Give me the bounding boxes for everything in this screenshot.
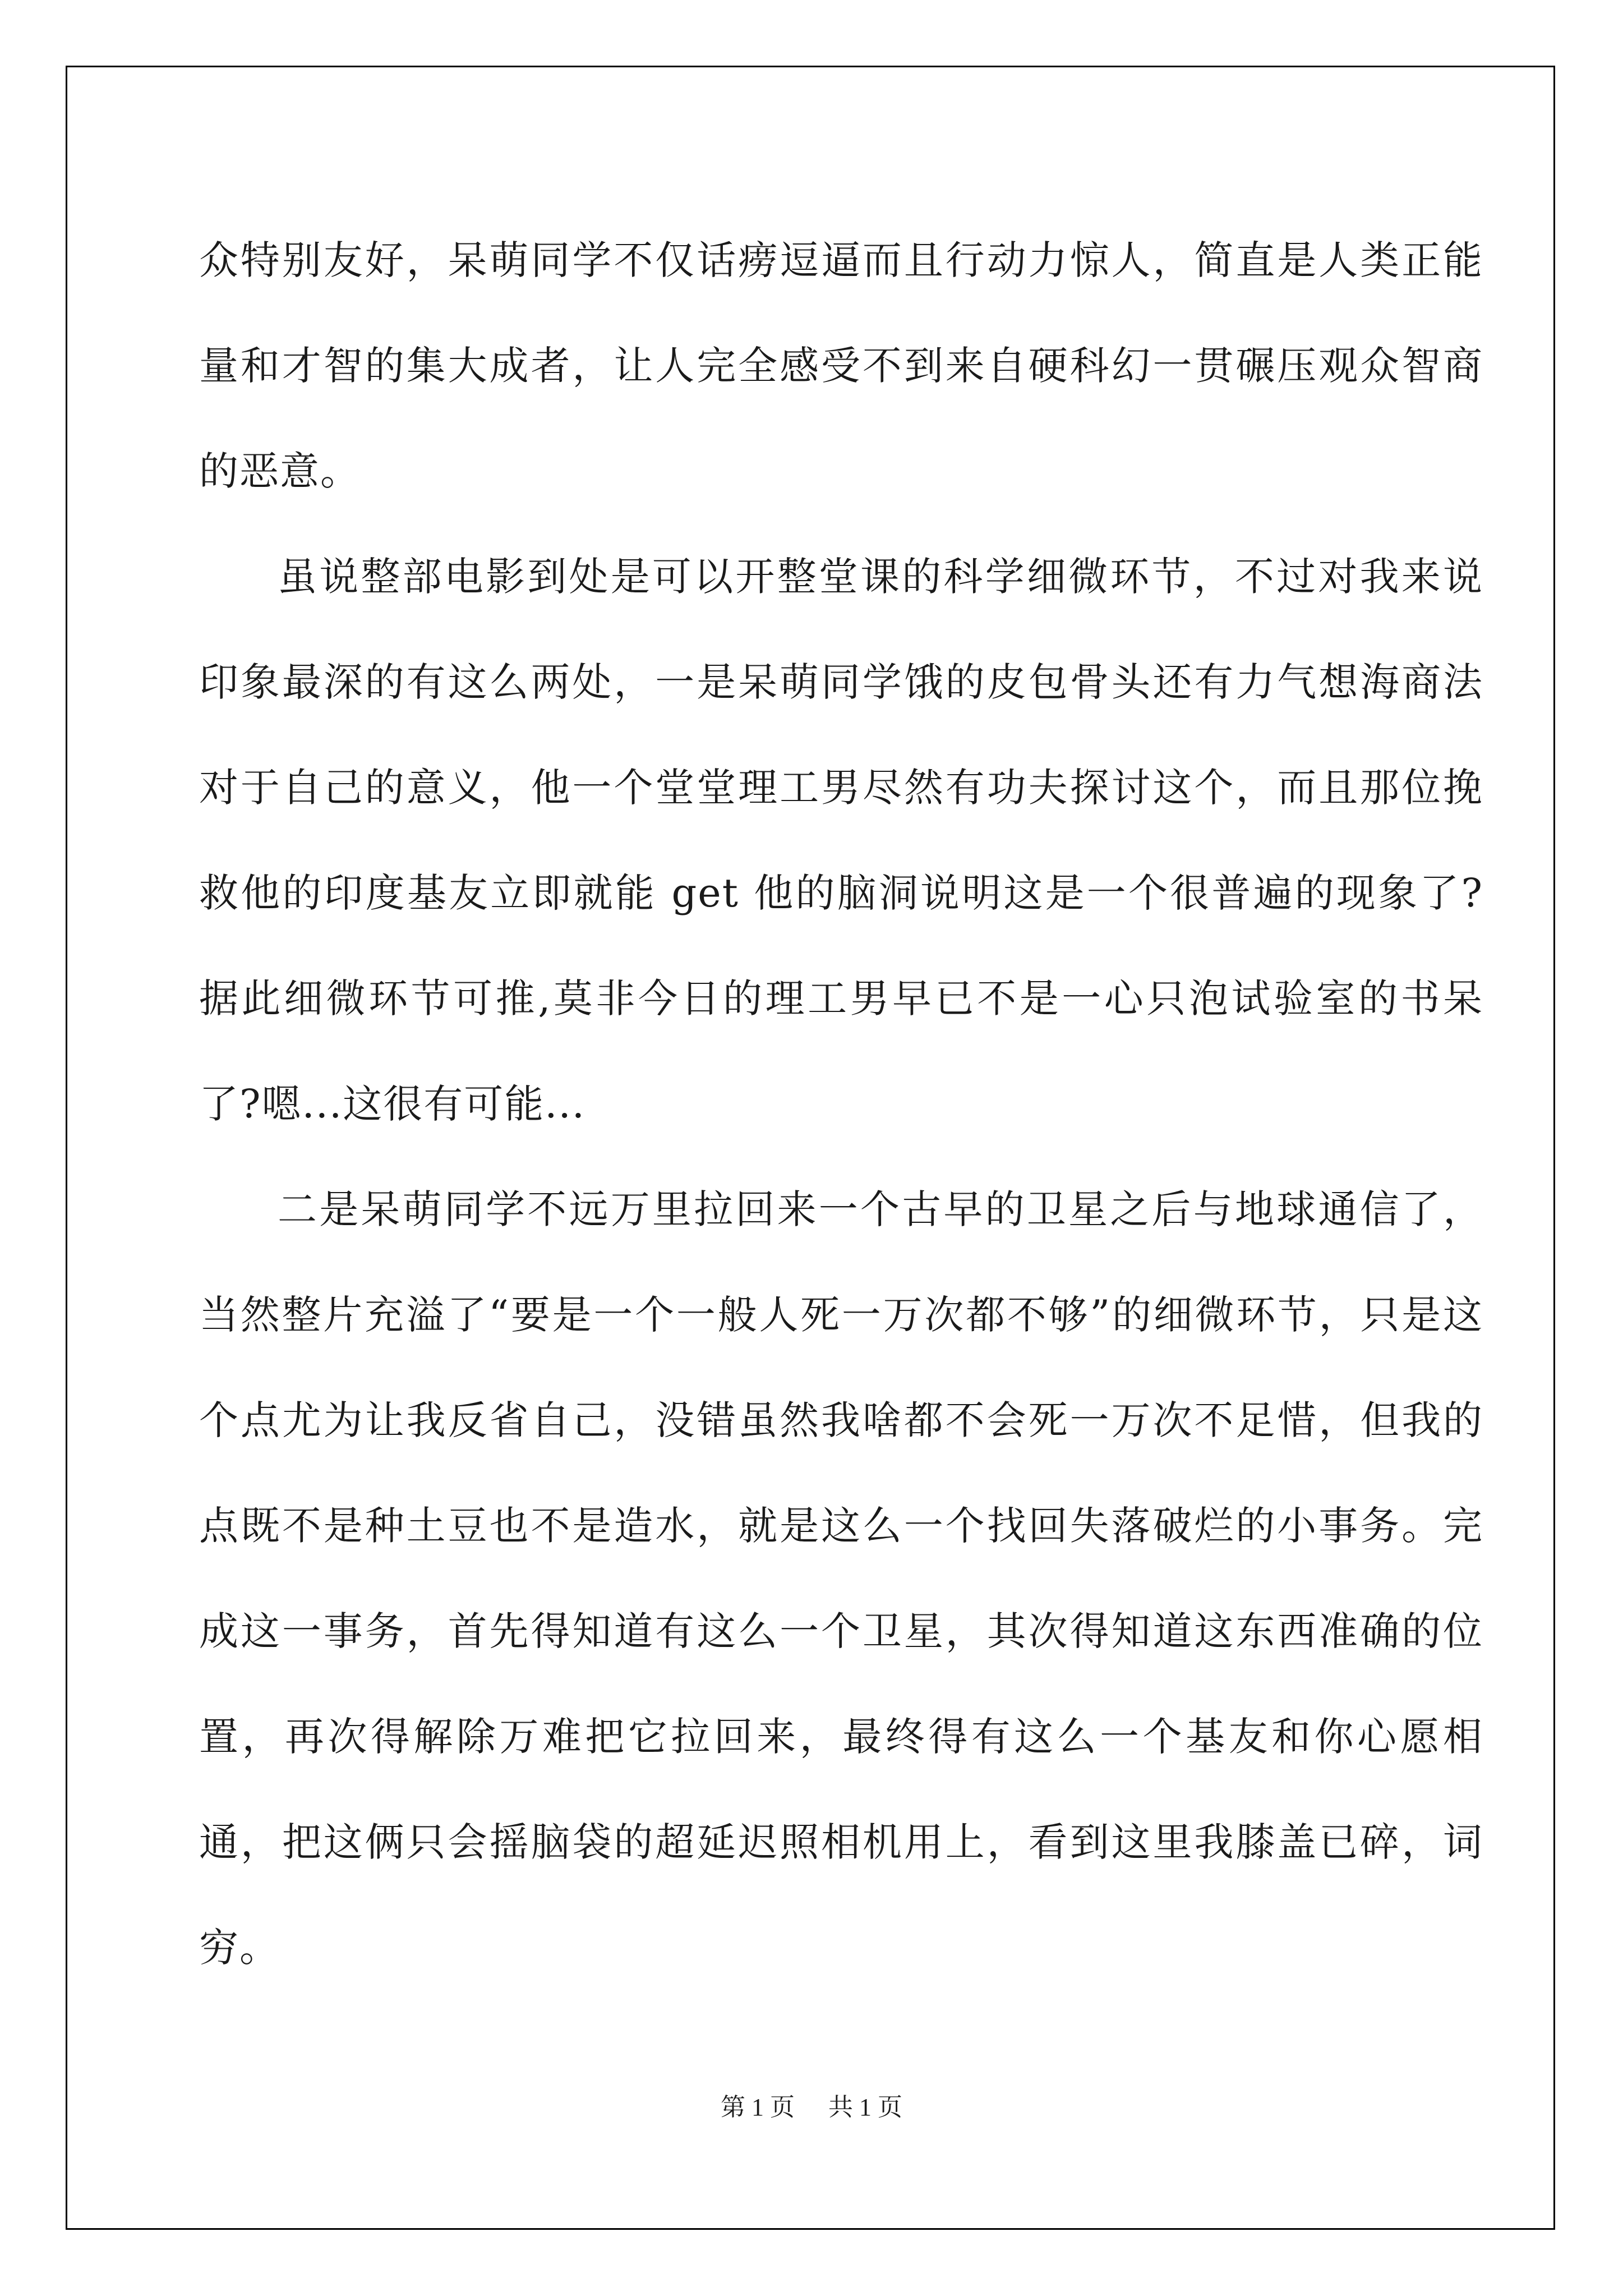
page-footer <box>0 2087 1623 2123</box>
paragraph-1: 众特别友好，呆萌同学不仅话痨逗逼而且行动力惊人，简直是人类正能量和才智的集大成者，让人完全感受不到来自硬科幻一贯碾压观众智商的恶意。 <box>199 237 1483 494</box>
paragraph-2: 虽说整部电影到处是可以开整堂课的科学细微环节，不过对我来说印象最深的有这么两处，一是呆萌同学饿的皮包骨头还有力气想海商法对于自己的意义，他一个堂堂理工男尽然有功夫探讨这个，而且那位挽救他的印度基友立即就能 get 他的脑洞说明这是一个很普遍的现象了?据此细微环节可推,莫非今日的理工男早已不是一心只泡试验室的书呆了?嗯...这很有可能... <box>199 554 1483 1127</box>
page-total: 共 1 页 <box>828 2093 902 2121</box>
paragraph-3: 二是呆萌同学不远万里拉回来一个古早的卫星之后与地球通信了，当然整片充溢了“要是一个一般人死一万次都不够”的细微环节，只是这个点尤为让我反省自己，没错虽然我啥都不会死一万次不足惜，但我的点既不是种土豆也不是造水，就是这么一个找回失落破烂的小事务。完成这一事务，首先得知道有这么一个卫星，其次得知道这东西准确的位置，再次得解除万难把它拉回来，最终得有这么一个基友和你心愿相通，把这俩只会摇脑袋的超延迟照相机用上，看到这里我膝盖已碎，词穷。 <box>199 1186 1483 1971</box>
document-body <box>199 208 1483 2000</box>
page-number: 第 1 页 <box>721 2093 795 2121</box>
